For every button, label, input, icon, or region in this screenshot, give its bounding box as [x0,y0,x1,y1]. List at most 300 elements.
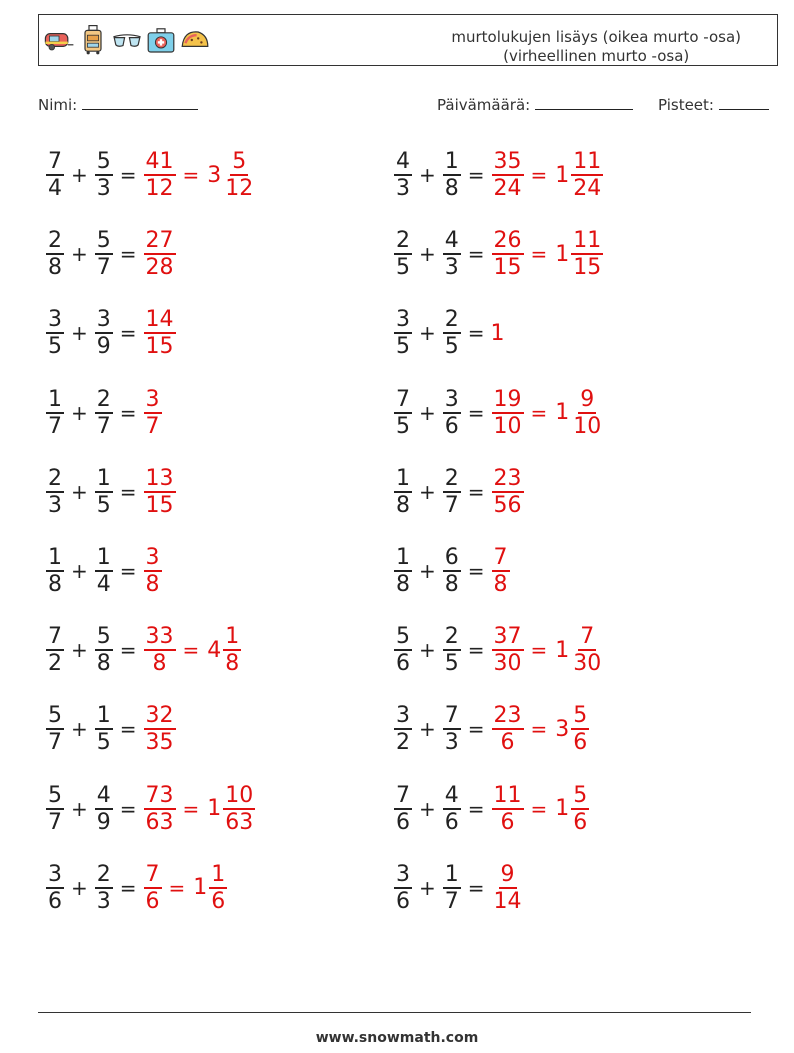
addend-a-numerator: 2 [48,465,62,491]
problem-4 [393,219,604,289]
answer-fraction-denominator: 63 [145,809,174,835]
addend-b-numerator: 7 [444,703,459,729]
addend-a [46,862,64,914]
date-line[interactable] [535,95,633,110]
answer-fraction-numerator: 33 [145,624,174,650]
answer-fraction-denominator: 15 [145,492,174,518]
worksheet-header [38,14,778,66]
answer-fraction-numerator: 32 [145,703,174,729]
addend-b-numerator: 2 [444,307,459,333]
addend-b-denominator: 8 [444,176,459,201]
addend-a-numerator: 3 [396,307,410,333]
addend-b [95,624,113,676]
answer-fraction-numerator: 14 [145,307,174,333]
addend-b-denominator: 5 [96,730,111,756]
equals-sign: = [119,479,137,504]
addend-a [394,307,412,359]
addend-a-numerator: 3 [48,861,62,887]
answer-fraction [492,228,524,280]
answer-fraction [492,624,524,676]
addend-b [443,228,461,280]
addend-a-numerator: 4 [396,149,410,174]
answer-fraction-numerator: 37 [493,624,522,650]
equals-sign: = [467,796,485,821]
problem-2 [393,140,604,210]
addend-a [394,387,412,439]
addend-b-numerator: 5 [96,624,111,650]
addend-b [443,624,461,676]
equals-sign: = [182,163,200,187]
addend-a [394,228,412,280]
mixed-denominator: 24 [573,176,602,201]
addend-a-denominator: 8 [48,572,62,597]
answer-fraction-numerator: 73 [145,782,174,808]
addend-a-numerator: 2 [396,228,410,254]
addend-a-denominator: 3 [396,176,410,201]
addend-a [394,624,412,676]
plus-sign: + [419,321,436,346]
score-field[interactable] [658,95,769,114]
addend-b-denominator: 3 [444,730,459,756]
answer-fraction-denominator: 8 [493,572,508,597]
answer-fraction [492,545,510,597]
answer-fraction-numerator: 41 [145,149,174,174]
taco-icon [179,21,211,59]
addend-b-numerator: 1 [96,703,111,729]
mixed-fraction [571,783,589,835]
equals-sign: = [530,163,548,187]
problem-10 [393,457,525,527]
problem-17 [45,774,256,844]
answer-fraction [492,783,524,835]
addend-b [95,228,113,280]
mixed-whole: 3 [207,162,222,188]
addend-b-denominator: 5 [444,334,459,360]
plus-sign: + [71,717,88,742]
mixed-numerator: 5 [573,703,588,729]
plus-sign: + [71,163,88,187]
answer-fraction [144,387,162,439]
answer-fraction [144,624,176,676]
date-field[interactable] [437,95,633,114]
problem-7 [45,378,163,448]
answer-fraction-numerator: 27 [145,228,174,254]
addend-b [443,149,461,201]
problem-6 [393,298,505,368]
addend-b [95,387,113,439]
addend-b-denominator: 9 [96,809,111,835]
equals-sign: = [467,321,485,346]
mixed-fraction [571,703,589,755]
answer-fraction [144,703,176,755]
problem-15 [45,694,177,764]
plus-sign: + [419,400,436,425]
equals-sign: = [119,717,137,742]
answer-fraction [144,862,162,914]
addend-b-numerator: 2 [96,386,111,412]
plus-sign: + [71,242,88,267]
answer-fraction-denominator: 6 [500,809,515,835]
name-label: Nimi: [38,96,78,114]
addend-b-numerator: 1 [96,465,111,491]
addend-a-denominator: 8 [396,492,410,518]
problem-13 [45,615,242,685]
problem-19 [45,853,228,923]
name-field[interactable] [38,95,198,114]
mixed-numerator: 1 [225,624,240,650]
addend-a-denominator: 6 [396,809,410,835]
addend-a [394,466,412,518]
answer-fraction-denominator: 8 [152,651,167,677]
addend-a-denominator: 6 [48,888,62,914]
addend-b-numerator: 3 [444,386,459,412]
equals-sign: = [530,242,548,267]
mixed-fraction [223,783,255,835]
sunglasses-icon [111,21,143,59]
answer-fraction-denominator: 6 [500,730,515,756]
addend-b-denominator: 5 [444,651,459,677]
problem-8 [393,378,604,448]
date-label: Päivämäärä: [437,96,531,114]
answer-fraction [144,783,176,835]
mixed-fraction [571,228,603,280]
plus-sign: + [419,559,436,583]
answer-fraction-numerator: 3 [145,545,160,570]
addend-a [394,149,412,201]
mixed-denominator: 6 [211,888,226,914]
mixed-whole: 1 [555,241,570,267]
mixed-fraction [223,149,255,201]
mixed-whole: 1 [555,162,570,188]
mixed-whole: 4 [207,637,222,663]
equals-sign: = [119,400,137,425]
addend-a-denominator: 6 [396,888,410,914]
mixed-whole: 1 [555,796,570,822]
equals-sign: = [467,559,485,583]
equals-sign: = [467,163,485,187]
addend-b [443,703,461,755]
equals-sign: = [467,717,485,742]
plus-sign: + [419,796,436,821]
addend-b-denominator: 7 [444,888,459,914]
addend-b-denominator: 7 [96,413,111,439]
addend-a [46,387,64,439]
addend-a-numerator: 7 [48,624,62,650]
mixed-whole: 1 [193,875,208,901]
addend-b-numerator: 4 [96,782,111,808]
plus-sign: + [71,875,88,900]
answer-fraction [492,862,524,914]
mixed-denominator: 15 [573,255,602,281]
addend-b [95,783,113,835]
addend-a [46,545,64,597]
addend-a [394,545,412,597]
addend-a-denominator: 3 [48,492,62,518]
answer-fraction-numerator: 26 [493,228,522,254]
answer-whole: 1 [490,320,505,346]
addend-a-numerator: 3 [396,703,410,729]
mixed-fraction [571,387,603,439]
mixed-numerator: 7 [580,624,595,650]
plus-sign: + [71,559,88,583]
mixed-denominator: 12 [225,176,254,201]
addend-a [46,307,64,359]
problem-20 [393,853,525,923]
answer-fraction-denominator: 7 [145,413,160,439]
answer-fraction-denominator: 6 [145,888,160,914]
problem-14 [393,615,604,685]
worksheet-title [451,28,741,66]
addend-b-numerator: 5 [96,149,111,174]
addend-b-denominator: 3 [96,888,111,914]
addend-a [394,862,412,914]
addend-b-numerator: 5 [96,228,111,254]
answer-fraction-numerator: 23 [493,703,522,729]
addend-a-numerator: 5 [396,624,410,650]
addend-a-denominator: 8 [396,572,410,597]
addend-a [46,783,64,835]
addend-b-denominator: 9 [96,334,111,360]
addend-b-denominator: 6 [444,809,459,835]
addend-a-denominator: 8 [48,255,62,281]
addend-a-numerator: 1 [48,545,62,570]
addend-b-denominator: 8 [444,572,459,597]
addend-b-numerator: 6 [444,545,459,570]
answer-fraction [492,149,524,201]
equals-sign: = [467,400,485,425]
addend-a-denominator: 7 [48,809,62,835]
addend-b-numerator: 4 [444,782,459,808]
mixed-numerator: 11 [573,149,602,174]
addend-b-denominator: 8 [96,651,111,677]
mixed-whole: 1 [555,637,570,663]
addend-b-numerator: 3 [96,307,111,333]
answer-fraction-denominator: 8 [145,572,160,597]
mixed-fraction [223,624,241,676]
plus-sign: + [419,479,436,504]
mixed-fraction [571,624,603,676]
addend-a-denominator: 5 [396,413,410,439]
mixed-denominator: 8 [225,651,240,677]
addend-b-numerator: 4 [444,228,459,254]
answer-fraction-denominator: 15 [493,255,522,281]
answer-fraction-numerator: 23 [493,465,522,491]
plus-sign: + [71,321,88,346]
addend-a-numerator: 3 [396,861,410,887]
addend-b-numerator: 1 [444,861,459,887]
addend-a-denominator: 7 [48,730,62,756]
answer-fraction-denominator: 10 [493,413,522,439]
mixed-numerator: 5 [232,149,247,174]
answer-fraction [144,228,176,280]
problem-16 [393,694,590,764]
addend-b-denominator: 7 [96,255,111,281]
plus-sign: + [419,163,436,187]
mixed-denominator: 6 [573,809,588,835]
addend-a [46,466,64,518]
answer-fraction-denominator: 35 [145,730,174,756]
mixed-numerator: 11 [573,228,602,254]
answer-fraction [492,703,524,755]
answer-fraction-numerator: 19 [493,386,522,412]
addend-a-denominator: 5 [396,334,410,360]
equals-sign: = [530,717,548,742]
addend-a-numerator: 3 [48,307,62,333]
addend-a-numerator: 7 [396,782,410,808]
addend-b-denominator: 3 [96,176,111,201]
equals-sign: = [182,638,200,663]
answer-fraction [144,466,176,518]
addend-a-denominator: 6 [396,651,410,677]
plus-sign: + [71,638,88,663]
plus-sign: + [419,717,436,742]
footer-url: www.snowmath.com [315,1030,479,1046]
title-line-2: (virheellinen murto -osa) [503,47,690,65]
equals-sign: = [168,875,186,900]
addend-a [394,783,412,835]
equals-sign: = [119,163,137,187]
addend-a [46,149,64,201]
addend-b [443,307,461,359]
answer-fraction-numerator: 35 [493,149,522,174]
addend-b [443,387,461,439]
answer-fraction [492,466,524,518]
answer-fraction-denominator: 30 [493,651,522,677]
equals-sign: = [119,242,137,267]
answer-fraction-denominator: 14 [493,888,522,914]
addend-a-numerator: 1 [396,465,410,491]
addend-b-denominator: 7 [444,492,459,518]
addend-b-denominator: 6 [444,413,459,439]
problem-18 [393,774,590,844]
footer-divider [38,1012,751,1013]
problem-3 [45,219,177,289]
answer-fraction-numerator: 11 [493,782,522,808]
addend-b-denominator: 5 [96,492,111,518]
mixed-denominator: 30 [573,651,602,677]
addend-b [443,545,461,597]
mixed-denominator: 63 [225,809,254,835]
plus-sign: + [71,479,88,504]
mixed-fraction [571,149,603,201]
addend-b-numerator: 1 [96,545,111,570]
addend-a [46,703,64,755]
equals-sign: = [119,559,137,583]
problem-5 [45,298,177,368]
addend-a-numerator: 1 [48,386,62,412]
answer-fraction-denominator: 12 [145,176,174,201]
score-line[interactable] [719,95,769,110]
score-label: Pisteet: [658,96,714,114]
mixed-whole: 1 [207,796,222,822]
header-icons [43,21,211,59]
answer-fraction-numerator: 13 [145,465,174,491]
answer-fraction [144,307,176,359]
answer-fraction-denominator: 15 [145,334,174,360]
addend-b [443,466,461,518]
addend-a [46,624,64,676]
addend-b-numerator: 2 [96,861,111,887]
problem-11 [45,536,163,606]
plus-sign: + [419,638,436,663]
answer-fraction-numerator: 7 [145,861,160,887]
mixed-numerator: 5 [573,782,588,808]
addend-a-denominator: 7 [48,413,62,439]
addend-a-denominator: 2 [396,730,410,756]
suitcase-icon [77,21,109,59]
addend-b-denominator: 3 [444,255,459,281]
addend-b [443,783,461,835]
addend-b [95,703,113,755]
addend-a-numerator: 2 [48,228,62,254]
addend-a-denominator: 2 [48,651,62,677]
plus-sign: + [419,875,436,900]
equals-sign: = [119,875,137,900]
mixed-denominator: 10 [573,413,602,439]
equals-sign: = [530,400,548,425]
mixed-numerator: 9 [580,386,595,412]
mixed-denominator: 6 [573,730,588,756]
equals-sign: = [467,479,485,504]
addend-a-denominator: 5 [48,334,62,360]
equals-sign: = [182,796,200,821]
answer-fraction-numerator: 3 [145,386,160,412]
addend-b-numerator: 2 [444,624,459,650]
mixed-whole: 1 [555,400,570,426]
addend-b-numerator: 1 [444,149,459,174]
addend-a [46,228,64,280]
answer-fraction [144,545,162,597]
problem-12 [393,536,511,606]
mixed-numerator: 10 [225,782,254,808]
addend-b [95,466,113,518]
title-line-1: murtolukujen lisäys (oikea murto -osa) [451,28,741,46]
equals-sign: = [119,796,137,821]
addend-a [394,703,412,755]
addend-b [95,545,113,597]
mixed-numerator: 1 [211,861,226,887]
addend-a-denominator: 5 [396,255,410,281]
addend-b-numerator: 2 [444,465,459,491]
equals-sign: = [467,875,485,900]
equals-sign: = [530,796,548,821]
mixed-whole: 3 [555,716,570,742]
answer-fraction-denominator: 56 [493,492,522,518]
addend-a-numerator: 5 [48,703,62,729]
plus-sign: + [419,242,436,267]
mixed-fraction [209,862,227,914]
addend-a-numerator: 1 [396,545,410,570]
equals-sign: = [119,321,137,346]
addend-b [95,307,113,359]
first-aid-kit-icon [145,21,177,59]
plus-sign: + [71,796,88,821]
addend-b [95,149,113,201]
equals-sign: = [119,638,137,663]
equals-sign: = [467,638,485,663]
answer-fraction-denominator: 24 [493,176,522,201]
answer-fraction-numerator: 9 [500,861,515,887]
name-line[interactable] [82,95,198,110]
answer-fraction [492,387,524,439]
addend-a-denominator: 4 [48,176,62,201]
addend-a-numerator: 7 [48,149,62,174]
addend-a-numerator: 5 [48,782,62,808]
answer-fraction [144,149,176,201]
equals-sign: = [530,638,548,663]
camper-van-icon [43,21,75,59]
answer-fraction-numerator: 7 [493,545,508,570]
